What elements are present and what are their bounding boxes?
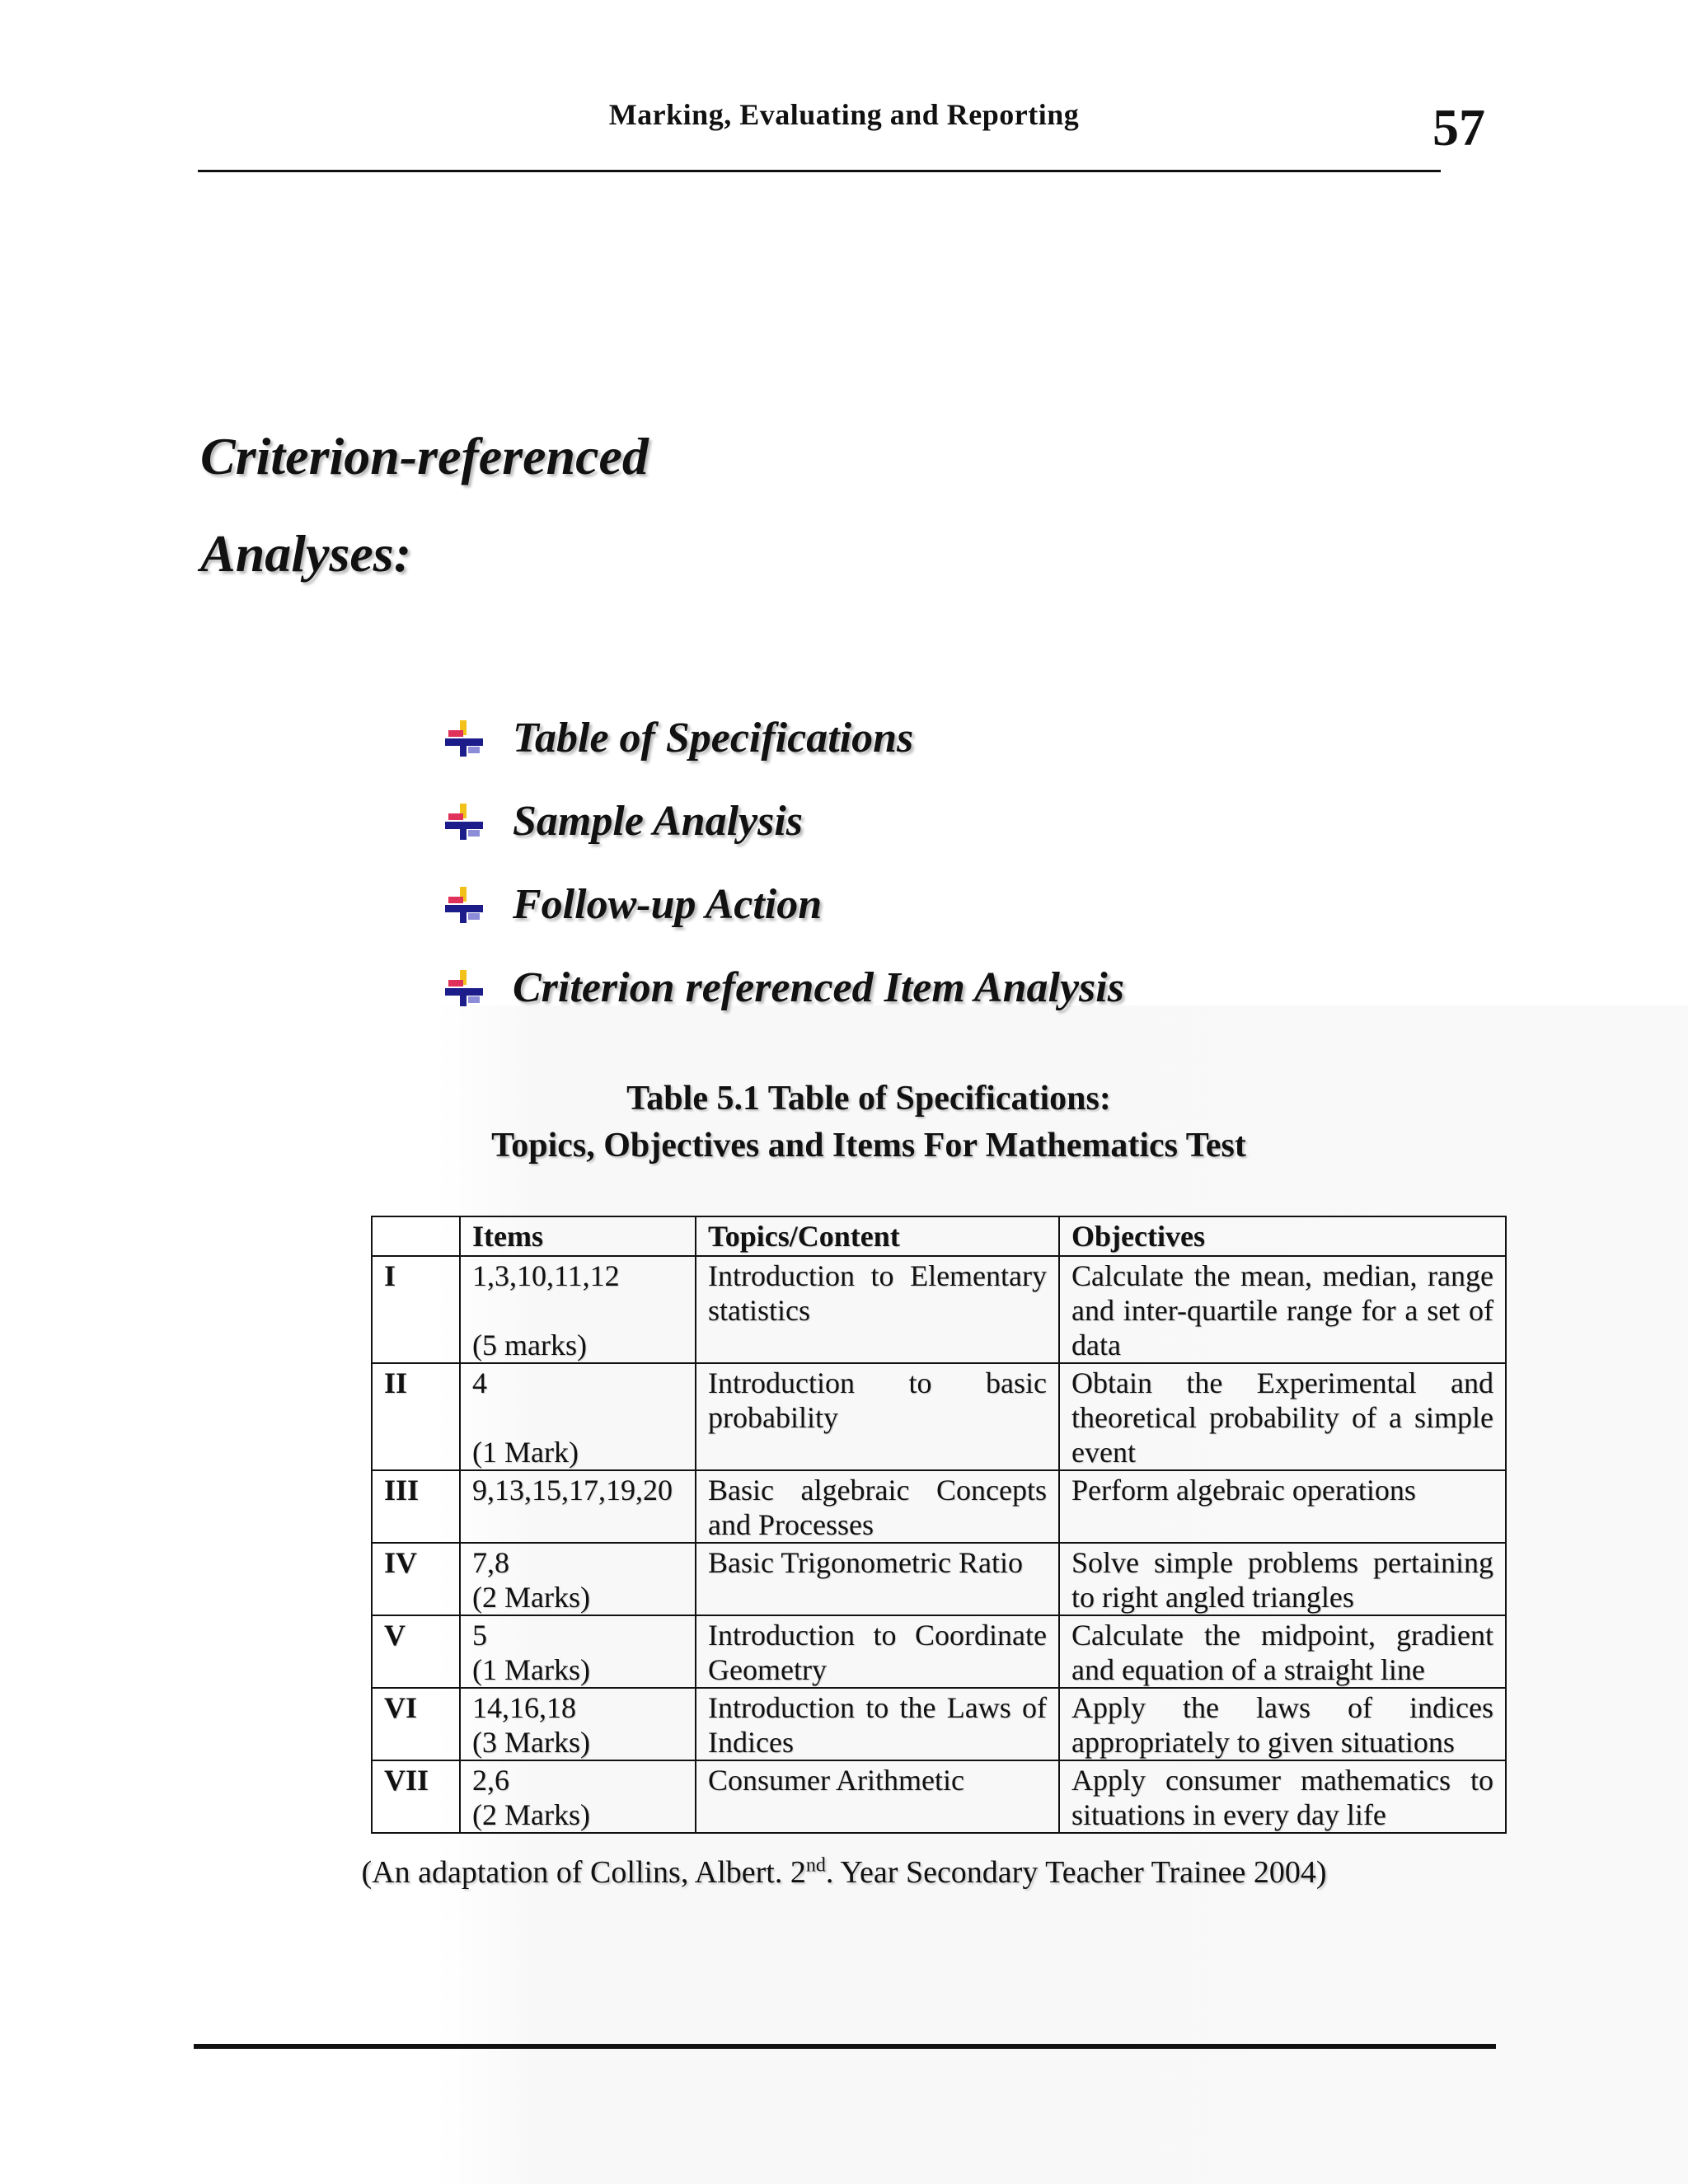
table-row bbox=[372, 1363, 1506, 1470]
item-marks: (3 Marks) bbox=[472, 1726, 590, 1759]
specifications-table bbox=[371, 1216, 1507, 1834]
header-cell: Items bbox=[460, 1216, 696, 1256]
topic-cell: Introduction to Elementary statistics bbox=[696, 1256, 1059, 1363]
section-title-line1: Criterion-referenced bbox=[200, 427, 649, 485]
table-row bbox=[372, 1256, 1506, 1363]
objective-cell: Apply consumer mathematics to situations in every day life bbox=[1059, 1760, 1506, 1833]
topic-list bbox=[443, 696, 1124, 1029]
header-rule bbox=[198, 170, 1441, 172]
source-note-prefix: (An adaptation of Collins, Albert. 2 bbox=[361, 1855, 806, 1890]
spacer bbox=[472, 1293, 683, 1328]
topic-cell: Consumer Arithmetic bbox=[696, 1760, 1059, 1833]
items-cell bbox=[460, 1760, 696, 1833]
item-marks: (2 Marks) bbox=[472, 1581, 590, 1614]
row-number: II bbox=[372, 1363, 460, 1470]
bullet-label: Follow-up Action bbox=[513, 881, 823, 928]
table-row bbox=[372, 1615, 1506, 1688]
row-number: V bbox=[372, 1615, 460, 1688]
section-title-line2: Analyses: bbox=[200, 524, 411, 583]
row-number: VI bbox=[372, 1688, 460, 1760]
objective-cell: Calculate the mean, median, range and inter-quartile range for a set of data bbox=[1059, 1256, 1506, 1363]
footer-rule bbox=[194, 2044, 1496, 2049]
objective-cell: Obtain the Experimental and theoretical probability of a simple event bbox=[1059, 1363, 1506, 1470]
list-item bbox=[443, 780, 1124, 863]
topic-cell: Introduction to Coordinate Geometry bbox=[696, 1615, 1059, 1688]
item-numbers: 7,8 bbox=[472, 1546, 509, 1579]
source-note-suffix: . Year Secondary Teacher Trainee 2004) bbox=[825, 1855, 1327, 1890]
table-row bbox=[372, 1470, 1506, 1543]
item-numbers: 2,6 bbox=[472, 1764, 509, 1797]
spacer bbox=[472, 1400, 683, 1435]
list-item bbox=[443, 863, 1124, 946]
row-number: III bbox=[372, 1470, 460, 1543]
bullet-cross-icon bbox=[443, 885, 485, 925]
item-numbers: 14,16,18 bbox=[472, 1691, 576, 1724]
section-title bbox=[200, 408, 649, 602]
bullet-cross-icon bbox=[443, 719, 485, 758]
items-cell bbox=[460, 1543, 696, 1615]
item-numbers: 5 bbox=[472, 1619, 487, 1652]
objective-cell: Solve simple problems pertaining to right angled triangles bbox=[1059, 1543, 1506, 1615]
items-cell bbox=[460, 1363, 696, 1470]
items-cell bbox=[460, 1688, 696, 1760]
item-marks: (2 Marks) bbox=[472, 1798, 590, 1831]
table-header-row bbox=[372, 1216, 1506, 1256]
list-item bbox=[443, 946, 1124, 1029]
source-note bbox=[0, 1854, 1688, 1891]
table-caption-line1: Table 5.1 Table of Specifications: bbox=[626, 1080, 1111, 1118]
topic-cell: Introduction to basic probability bbox=[696, 1363, 1059, 1470]
row-number: I bbox=[372, 1256, 460, 1363]
item-marks: (1 Mark) bbox=[472, 1436, 579, 1469]
bullet-label: Criterion referenced Item Analysis bbox=[513, 964, 1124, 1011]
table-row bbox=[372, 1688, 1506, 1760]
item-marks: (1 Marks) bbox=[472, 1653, 590, 1686]
running-header: Marking, Evaluating and Reporting bbox=[608, 98, 1080, 131]
bullet-label: Table of Specifications bbox=[513, 715, 914, 762]
objective-cell: Calculate the midpoint, gradient and equation of a straight line bbox=[1059, 1615, 1506, 1688]
table-caption bbox=[0, 1076, 1688, 1169]
topic-cell: Basic algebraic Concepts and Processes bbox=[696, 1470, 1059, 1543]
list-item bbox=[443, 696, 1124, 780]
table-caption-line2: Topics, Objectives and Items For Mathematics Test bbox=[491, 1127, 1246, 1165]
objective-cell: Perform algebraic operations bbox=[1059, 1470, 1506, 1543]
item-numbers: 9,13,15,17,19,20 bbox=[472, 1474, 673, 1507]
item-marks: (5 marks) bbox=[472, 1329, 587, 1361]
source-note-superscript: nd bbox=[805, 1854, 826, 1877]
row-number: IV bbox=[372, 1543, 460, 1615]
header-cell: Topics/Content bbox=[696, 1216, 1059, 1256]
topic-cell: Introduction to the Laws of Indices bbox=[696, 1688, 1059, 1760]
topic-cell: Basic Trigonometric Ratio bbox=[696, 1543, 1059, 1615]
objective-cell: Apply the laws of indices appropriately to given situations bbox=[1059, 1688, 1506, 1760]
row-number: VII bbox=[372, 1760, 460, 1833]
table-row bbox=[372, 1543, 1506, 1615]
bullet-label: Sample Analysis bbox=[513, 798, 804, 845]
table-row bbox=[372, 1760, 1506, 1833]
items-cell bbox=[460, 1470, 696, 1543]
page-number: 57 bbox=[1432, 98, 1485, 157]
item-numbers: 1,3,10,11,12 bbox=[472, 1259, 620, 1292]
items-cell bbox=[460, 1256, 696, 1363]
bullet-cross-icon bbox=[443, 802, 485, 841]
bullet-cross-icon bbox=[443, 968, 485, 1008]
header-cell: Objectives bbox=[1059, 1216, 1506, 1256]
header-cell bbox=[372, 1216, 460, 1256]
items-cell bbox=[460, 1615, 696, 1688]
item-numbers: 4 bbox=[472, 1366, 487, 1399]
